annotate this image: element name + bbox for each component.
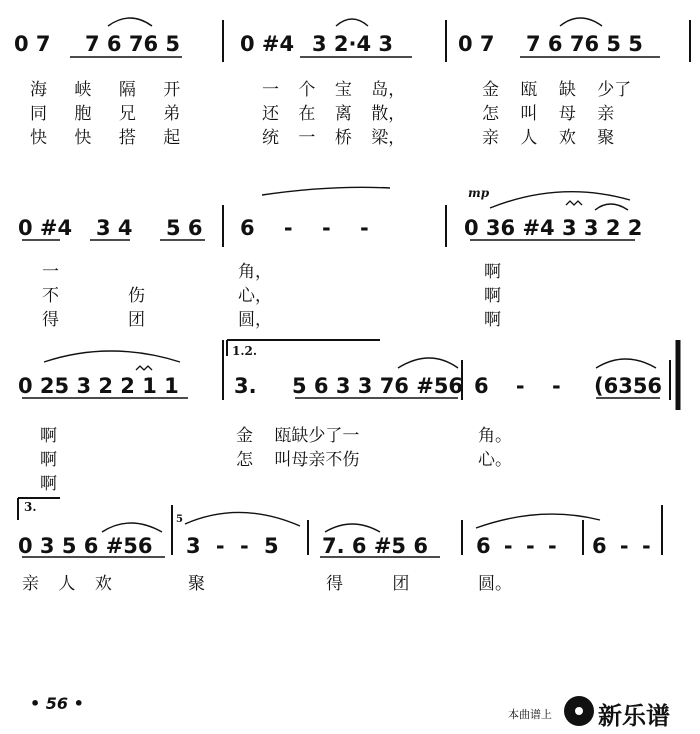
volta-label: 3.: [24, 500, 37, 514]
lyric-word: 啊: [484, 262, 501, 282]
volta-label: 1.2.: [232, 344, 258, 358]
record-icon: [564, 696, 594, 726]
lyric-word: 聚: [188, 574, 205, 594]
slur: [262, 187, 390, 195]
lyric-line-2: 同 胞 兄 弟: [30, 104, 181, 124]
note-group: 0 36 #4 3 3 2 2: [464, 216, 643, 240]
note-group: 5 6: [166, 216, 203, 240]
lyric-word: 角。: [478, 426, 512, 446]
note-group: 7 6 76 5 5: [526, 32, 643, 56]
lyric-line-1b: 一 个 宝 岛，: [262, 80, 406, 100]
slur: [185, 512, 300, 526]
watermark-logo: [508, 696, 693, 730]
slur: [102, 523, 162, 532]
note-group: 0 7: [458, 32, 495, 56]
lyric-line-1: 海 峡 隔 开: [30, 80, 181, 100]
note-group: 6 - -: [474, 374, 561, 398]
lyric-line: 得 团: [326, 574, 410, 594]
lyric-word: 啊: [484, 310, 501, 330]
lyric-line-1c: 金 瓯 缺 少了: [482, 80, 632, 100]
lyric-line-2c: 怎 叫 母 亲: [482, 104, 615, 124]
lyric-word: 不: [42, 286, 59, 306]
lyric-line: 怎 叫母亲不伤: [236, 450, 360, 470]
slur: [44, 351, 180, 362]
lyric-word: 啊: [40, 450, 57, 470]
lyric-word: 团: [128, 310, 145, 330]
slur: [490, 192, 630, 208]
note-group: 7 6 76 5: [85, 32, 180, 56]
note-group: 6 - - -: [476, 534, 557, 558]
lyric-word: 角，: [238, 262, 272, 282]
note-group: 0 3 5 6 #56: [18, 534, 153, 558]
note-group: 5 6 3 3 76 #56: [292, 374, 464, 398]
note-group: 3 4: [96, 216, 133, 240]
ornament: [136, 366, 152, 370]
note-group: (6356: [594, 374, 663, 398]
slur: [596, 359, 656, 368]
slur: [108, 18, 152, 26]
note-group: 6 - -: [592, 534, 651, 558]
note-group: 0 25 3 2 2 1 1: [18, 374, 179, 398]
note-group: 0 #4: [18, 216, 73, 240]
note-group: 0 #4: [240, 32, 295, 56]
note-group: 6 - - -: [240, 216, 369, 240]
lyric-line: 亲 人 欢: [22, 574, 112, 594]
lyric-word: 一: [42, 262, 59, 282]
page-number: • 56 •: [30, 694, 84, 713]
lyric-line-3: 快 快 搭 起: [30, 128, 181, 148]
note-group: 7. 6 #5 6: [322, 534, 428, 558]
lyric-word: 啊: [40, 426, 57, 446]
lyric-word: 啊: [484, 286, 501, 306]
lyric-line-3c: 亲 人 欢 聚: [482, 128, 615, 148]
slur: [560, 18, 602, 26]
lyric-word: 圆。: [478, 574, 512, 594]
ornament: [566, 201, 582, 205]
note-group: 3 2·4 3: [312, 32, 394, 56]
slur: [398, 358, 458, 368]
note-group: 3.: [234, 374, 257, 398]
lyric-word: 得: [42, 310, 59, 330]
slur: [476, 514, 600, 528]
lyric-word: 心，: [238, 286, 272, 306]
slur: [325, 524, 380, 532]
slur: [336, 19, 368, 26]
slur: [595, 204, 628, 210]
grace-note: 5: [176, 514, 183, 525]
note-group: 0 7: [14, 32, 51, 56]
lyric-line-2b: 还 在 离 散，: [262, 104, 406, 124]
lyric-line-3b: 统 一 桥 梁，: [262, 128, 406, 148]
watermark-prefix: 本曲谱上: [508, 708, 552, 721]
lyric-word: 圆，: [238, 310, 272, 330]
lyric-line: 金 瓯缺少了一: [236, 426, 360, 446]
note-group: 3 - - 5: [186, 534, 279, 558]
dynamic-marking: mp: [468, 186, 490, 200]
watermark-brand: 新乐谱: [598, 702, 670, 730]
lyric-word: 伤: [128, 286, 145, 306]
lyric-word: 啊: [40, 474, 57, 494]
lyric-word: 心。: [478, 450, 512, 470]
